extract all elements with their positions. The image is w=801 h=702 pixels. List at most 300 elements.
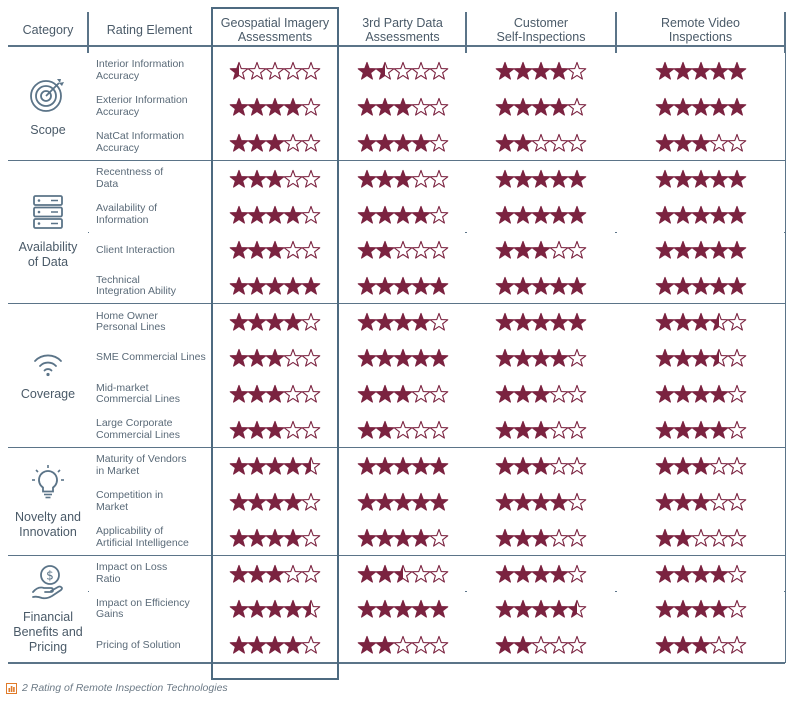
star-filled — [412, 601, 430, 618]
star-filled — [412, 493, 430, 510]
rating-cell — [211, 448, 339, 484]
star-empty — [302, 529, 320, 546]
star-filled — [710, 98, 728, 115]
rating-element-label: Applicability of Artificial Intelligence — [88, 520, 211, 556]
rating-cell — [211, 304, 339, 340]
category-label: Scope — [30, 123, 66, 138]
star-empty — [302, 134, 320, 151]
star-filled — [550, 493, 568, 510]
star-filled — [358, 529, 376, 546]
rating-cell — [466, 304, 616, 340]
category-cell — [8, 448, 88, 556]
star-filled — [430, 601, 448, 618]
rating-cell — [466, 125, 616, 161]
star-filled — [358, 457, 376, 474]
star-filled — [266, 314, 284, 331]
star-filled — [568, 170, 586, 187]
star-empty — [394, 62, 412, 79]
star-filled — [656, 529, 674, 546]
category-cell — [8, 556, 88, 664]
rating-cell — [211, 592, 339, 628]
star-filled — [496, 637, 514, 654]
star-filled — [376, 457, 394, 474]
star-filled — [358, 565, 376, 582]
star-empty — [266, 62, 284, 79]
star-filled — [248, 170, 266, 187]
star-filled — [266, 242, 284, 259]
star-filled — [248, 385, 266, 402]
star-empty — [692, 529, 710, 546]
star-filled — [266, 601, 284, 618]
star-empty — [568, 385, 586, 402]
star-empty — [710, 529, 728, 546]
star-empty — [412, 242, 430, 259]
star-half — [376, 62, 394, 79]
star-empty — [302, 242, 320, 259]
star-filled — [514, 98, 532, 115]
rating-cell — [466, 161, 616, 197]
wifi-icon — [32, 351, 64, 387]
star-rating — [357, 240, 449, 260]
rating-cell — [466, 592, 616, 628]
rating-cell — [616, 197, 785, 233]
star-filled — [430, 278, 448, 295]
star-filled — [230, 242, 248, 259]
rating-element-label: Technical Integration Ability — [88, 268, 211, 304]
star-rating — [357, 420, 449, 440]
star-filled — [710, 62, 728, 79]
star-filled — [514, 206, 532, 223]
star-filled — [266, 98, 284, 115]
star-filled — [496, 457, 514, 474]
star-half — [230, 62, 248, 79]
star-rating — [229, 240, 321, 260]
star-half — [394, 565, 412, 582]
star-filled — [550, 601, 568, 618]
star-filled — [394, 529, 412, 546]
star-filled — [674, 601, 692, 618]
star-rating — [655, 133, 747, 153]
star-filled — [248, 278, 266, 295]
star-filled — [514, 421, 532, 438]
star-filled — [266, 206, 284, 223]
rating-cell — [466, 627, 616, 663]
star-filled — [656, 637, 674, 654]
star-empty — [412, 421, 430, 438]
star-empty — [302, 421, 320, 438]
rating-cell — [616, 340, 785, 376]
star-filled — [394, 350, 412, 367]
star-filled — [532, 529, 550, 546]
star-filled — [656, 62, 674, 79]
star-filled — [248, 134, 266, 151]
star-filled — [550, 565, 568, 582]
star-empty — [728, 385, 746, 402]
star-filled — [692, 493, 710, 510]
star-rating — [357, 492, 449, 512]
rating-cell — [339, 484, 466, 520]
star-empty — [728, 134, 746, 151]
star-empty — [302, 385, 320, 402]
star-filled — [230, 421, 248, 438]
rating-cell — [339, 125, 466, 161]
star-empty — [710, 637, 728, 654]
star-rating — [655, 635, 747, 655]
star-filled — [230, 637, 248, 654]
star-empty — [728, 529, 746, 546]
star-filled — [692, 134, 710, 151]
star-filled — [692, 170, 710, 187]
star-rating — [495, 240, 587, 260]
star-filled — [710, 170, 728, 187]
star-filled — [412, 314, 430, 331]
star-empty — [248, 62, 266, 79]
star-filled — [496, 134, 514, 151]
star-filled — [230, 385, 248, 402]
star-empty — [302, 314, 320, 331]
star-empty — [412, 98, 430, 115]
star-filled — [692, 601, 710, 618]
star-empty — [728, 565, 746, 582]
star-filled — [358, 242, 376, 259]
star-rating — [229, 348, 321, 368]
star-filled — [674, 278, 692, 295]
star-empty — [728, 350, 746, 367]
star-empty — [302, 206, 320, 223]
star-empty — [412, 385, 430, 402]
star-rating — [357, 348, 449, 368]
star-filled — [376, 98, 394, 115]
star-rating — [357, 384, 449, 404]
star-filled — [692, 637, 710, 654]
star-filled — [230, 170, 248, 187]
figure-caption — [6, 682, 228, 694]
star-filled — [358, 421, 376, 438]
star-filled — [550, 170, 568, 187]
star-filled — [230, 565, 248, 582]
rating-cell — [211, 484, 339, 520]
star-filled — [514, 457, 532, 474]
star-filled — [230, 206, 248, 223]
rating-cell — [339, 233, 466, 269]
star-filled — [248, 565, 266, 582]
star-empty — [568, 134, 586, 151]
star-filled — [230, 278, 248, 295]
star-filled — [266, 637, 284, 654]
star-filled — [514, 350, 532, 367]
star-rating — [229, 97, 321, 117]
star-filled — [532, 62, 550, 79]
rating-cell — [616, 520, 785, 556]
star-empty — [302, 565, 320, 582]
star-rating — [495, 133, 587, 153]
header-third-party: 3rd Party Data Assessments — [339, 14, 466, 45]
star-rating — [229, 599, 321, 619]
star-filled — [266, 565, 284, 582]
star-filled — [532, 350, 550, 367]
star-filled — [248, 242, 266, 259]
rating-cell — [616, 53, 785, 89]
star-filled — [674, 493, 692, 510]
star-empty — [728, 421, 746, 438]
star-filled — [728, 98, 746, 115]
star-filled — [550, 350, 568, 367]
star-filled — [496, 170, 514, 187]
rating-cell — [339, 268, 466, 304]
star-filled — [248, 493, 266, 510]
star-filled — [266, 457, 284, 474]
star-filled — [728, 62, 746, 79]
rating-cell — [466, 448, 616, 484]
rating-element-label: Availability of Information — [88, 197, 211, 233]
star-filled — [674, 170, 692, 187]
star-empty — [284, 62, 302, 79]
star-empty — [728, 314, 746, 331]
bar-chart-icon — [6, 683, 17, 694]
star-filled — [394, 98, 412, 115]
rating-cell — [211, 89, 339, 125]
rating-cell — [466, 53, 616, 89]
category-label: Novelty and Innovation — [14, 509, 81, 539]
star-filled — [430, 457, 448, 474]
star-rating — [495, 384, 587, 404]
star-filled — [230, 529, 248, 546]
star-filled — [248, 637, 266, 654]
star-half — [302, 457, 320, 474]
star-filled — [230, 350, 248, 367]
star-rating — [495, 456, 587, 476]
star-filled — [394, 457, 412, 474]
star-filled — [358, 278, 376, 295]
star-filled — [394, 385, 412, 402]
star-filled — [230, 601, 248, 618]
star-filled — [674, 529, 692, 546]
rating-cell — [339, 627, 466, 663]
rating-element-label: Recentness of Data — [88, 161, 211, 197]
rating-cell — [616, 304, 785, 340]
star-rating — [229, 133, 321, 153]
star-empty — [568, 98, 586, 115]
star-filled — [248, 601, 266, 618]
star-filled — [674, 421, 692, 438]
star-filled — [358, 314, 376, 331]
star-rating — [229, 61, 321, 81]
star-filled — [728, 278, 746, 295]
rating-cell — [339, 556, 466, 592]
star-rating — [495, 599, 587, 619]
star-empty — [430, 637, 448, 654]
rating-cell — [339, 448, 466, 484]
star-filled — [248, 421, 266, 438]
star-filled — [284, 98, 302, 115]
star-rating — [495, 528, 587, 548]
star-filled — [230, 457, 248, 474]
star-filled — [412, 529, 430, 546]
star-rating — [357, 564, 449, 584]
star-rating — [495, 312, 587, 332]
star-filled — [376, 565, 394, 582]
star-empty — [412, 565, 430, 582]
star-filled — [496, 529, 514, 546]
star-empty — [302, 98, 320, 115]
star-rating — [655, 564, 747, 584]
star-empty — [430, 134, 448, 151]
star-filled — [532, 385, 550, 402]
star-rating — [655, 456, 747, 476]
server-icon — [31, 194, 65, 240]
star-filled — [692, 385, 710, 402]
rating-cell — [339, 89, 466, 125]
star-rating — [229, 564, 321, 584]
star-filled — [496, 98, 514, 115]
star-empty — [284, 385, 302, 402]
star-filled — [656, 134, 674, 151]
star-filled — [376, 206, 394, 223]
star-filled — [230, 314, 248, 331]
star-filled — [728, 242, 746, 259]
star-empty — [430, 421, 448, 438]
star-rating — [655, 169, 747, 189]
rating-cell — [466, 412, 616, 448]
star-rating — [229, 635, 321, 655]
rating-cell — [616, 412, 785, 448]
star-rating — [655, 61, 747, 81]
star-filled — [550, 62, 568, 79]
star-filled — [412, 457, 430, 474]
star-empty — [284, 421, 302, 438]
star-empty — [710, 493, 728, 510]
star-rating — [655, 599, 747, 619]
star-empty — [568, 421, 586, 438]
star-filled — [284, 206, 302, 223]
star-rating — [655, 205, 747, 225]
star-rating — [229, 420, 321, 440]
star-empty — [430, 62, 448, 79]
star-rating — [495, 61, 587, 81]
star-empty — [568, 242, 586, 259]
star-filled — [284, 314, 302, 331]
star-filled — [358, 493, 376, 510]
star-filled — [692, 62, 710, 79]
star-filled — [284, 457, 302, 474]
star-filled — [394, 493, 412, 510]
star-empty — [550, 421, 568, 438]
star-empty — [532, 134, 550, 151]
rating-cell — [211, 627, 339, 663]
star-filled — [514, 242, 532, 259]
star-empty — [412, 637, 430, 654]
rating-element-label: Impact on Efficiency Gains — [88, 592, 211, 628]
header-rating-element: Rating Element — [88, 14, 211, 45]
star-filled — [358, 385, 376, 402]
star-filled — [710, 278, 728, 295]
star-empty — [568, 457, 586, 474]
rating-element-label: Maturity of Vendors in Market — [88, 448, 211, 484]
rating-cell — [616, 592, 785, 628]
star-empty — [394, 637, 412, 654]
star-half — [302, 601, 320, 618]
star-rating — [357, 61, 449, 81]
star-filled — [266, 170, 284, 187]
star-filled — [656, 98, 674, 115]
star-filled — [514, 493, 532, 510]
star-filled — [532, 242, 550, 259]
rating-cell — [211, 340, 339, 376]
star-filled — [532, 421, 550, 438]
rating-cell — [616, 161, 785, 197]
star-filled — [266, 385, 284, 402]
rating-cell — [466, 376, 616, 412]
star-empty — [550, 242, 568, 259]
star-filled — [656, 601, 674, 618]
star-rating — [357, 312, 449, 332]
star-rating — [655, 528, 747, 548]
rating-cell — [339, 161, 466, 197]
star-filled — [358, 601, 376, 618]
header-self-inspection: Customer Self-Inspections — [466, 14, 616, 45]
star-filled — [656, 565, 674, 582]
star-filled — [532, 493, 550, 510]
star-filled — [496, 314, 514, 331]
star-filled — [496, 601, 514, 618]
star-half — [710, 314, 728, 331]
star-filled — [496, 493, 514, 510]
star-filled — [710, 565, 728, 582]
star-empty — [284, 242, 302, 259]
rating-cell — [211, 268, 339, 304]
star-rating — [495, 492, 587, 512]
star-empty — [550, 637, 568, 654]
target-icon — [29, 75, 67, 123]
star-filled — [692, 350, 710, 367]
star-filled — [284, 278, 302, 295]
star-empty — [430, 385, 448, 402]
star-filled — [284, 637, 302, 654]
star-filled — [692, 242, 710, 259]
star-filled — [248, 350, 266, 367]
star-filled — [284, 529, 302, 546]
rating-cell — [339, 376, 466, 412]
star-filled — [692, 98, 710, 115]
rating-cell — [466, 484, 616, 520]
category-cell — [8, 53, 88, 161]
star-rating — [357, 456, 449, 476]
rating-element-label: SME Commercial Lines — [88, 340, 211, 376]
star-rating — [495, 635, 587, 655]
star-filled — [376, 170, 394, 187]
rating-cell — [339, 592, 466, 628]
star-filled — [496, 350, 514, 367]
star-filled — [514, 601, 532, 618]
star-filled — [532, 98, 550, 115]
star-rating — [495, 205, 587, 225]
star-rating — [357, 133, 449, 153]
category-cell — [8, 304, 88, 448]
star-filled — [266, 278, 284, 295]
star-filled — [394, 278, 412, 295]
star-filled — [728, 206, 746, 223]
star-filled — [656, 457, 674, 474]
star-rating — [655, 420, 747, 440]
star-filled — [376, 385, 394, 402]
star-filled — [514, 62, 532, 79]
star-rating — [229, 528, 321, 548]
star-filled — [302, 278, 320, 295]
star-empty — [430, 529, 448, 546]
star-rating — [229, 169, 321, 189]
star-filled — [532, 278, 550, 295]
star-filled — [430, 350, 448, 367]
